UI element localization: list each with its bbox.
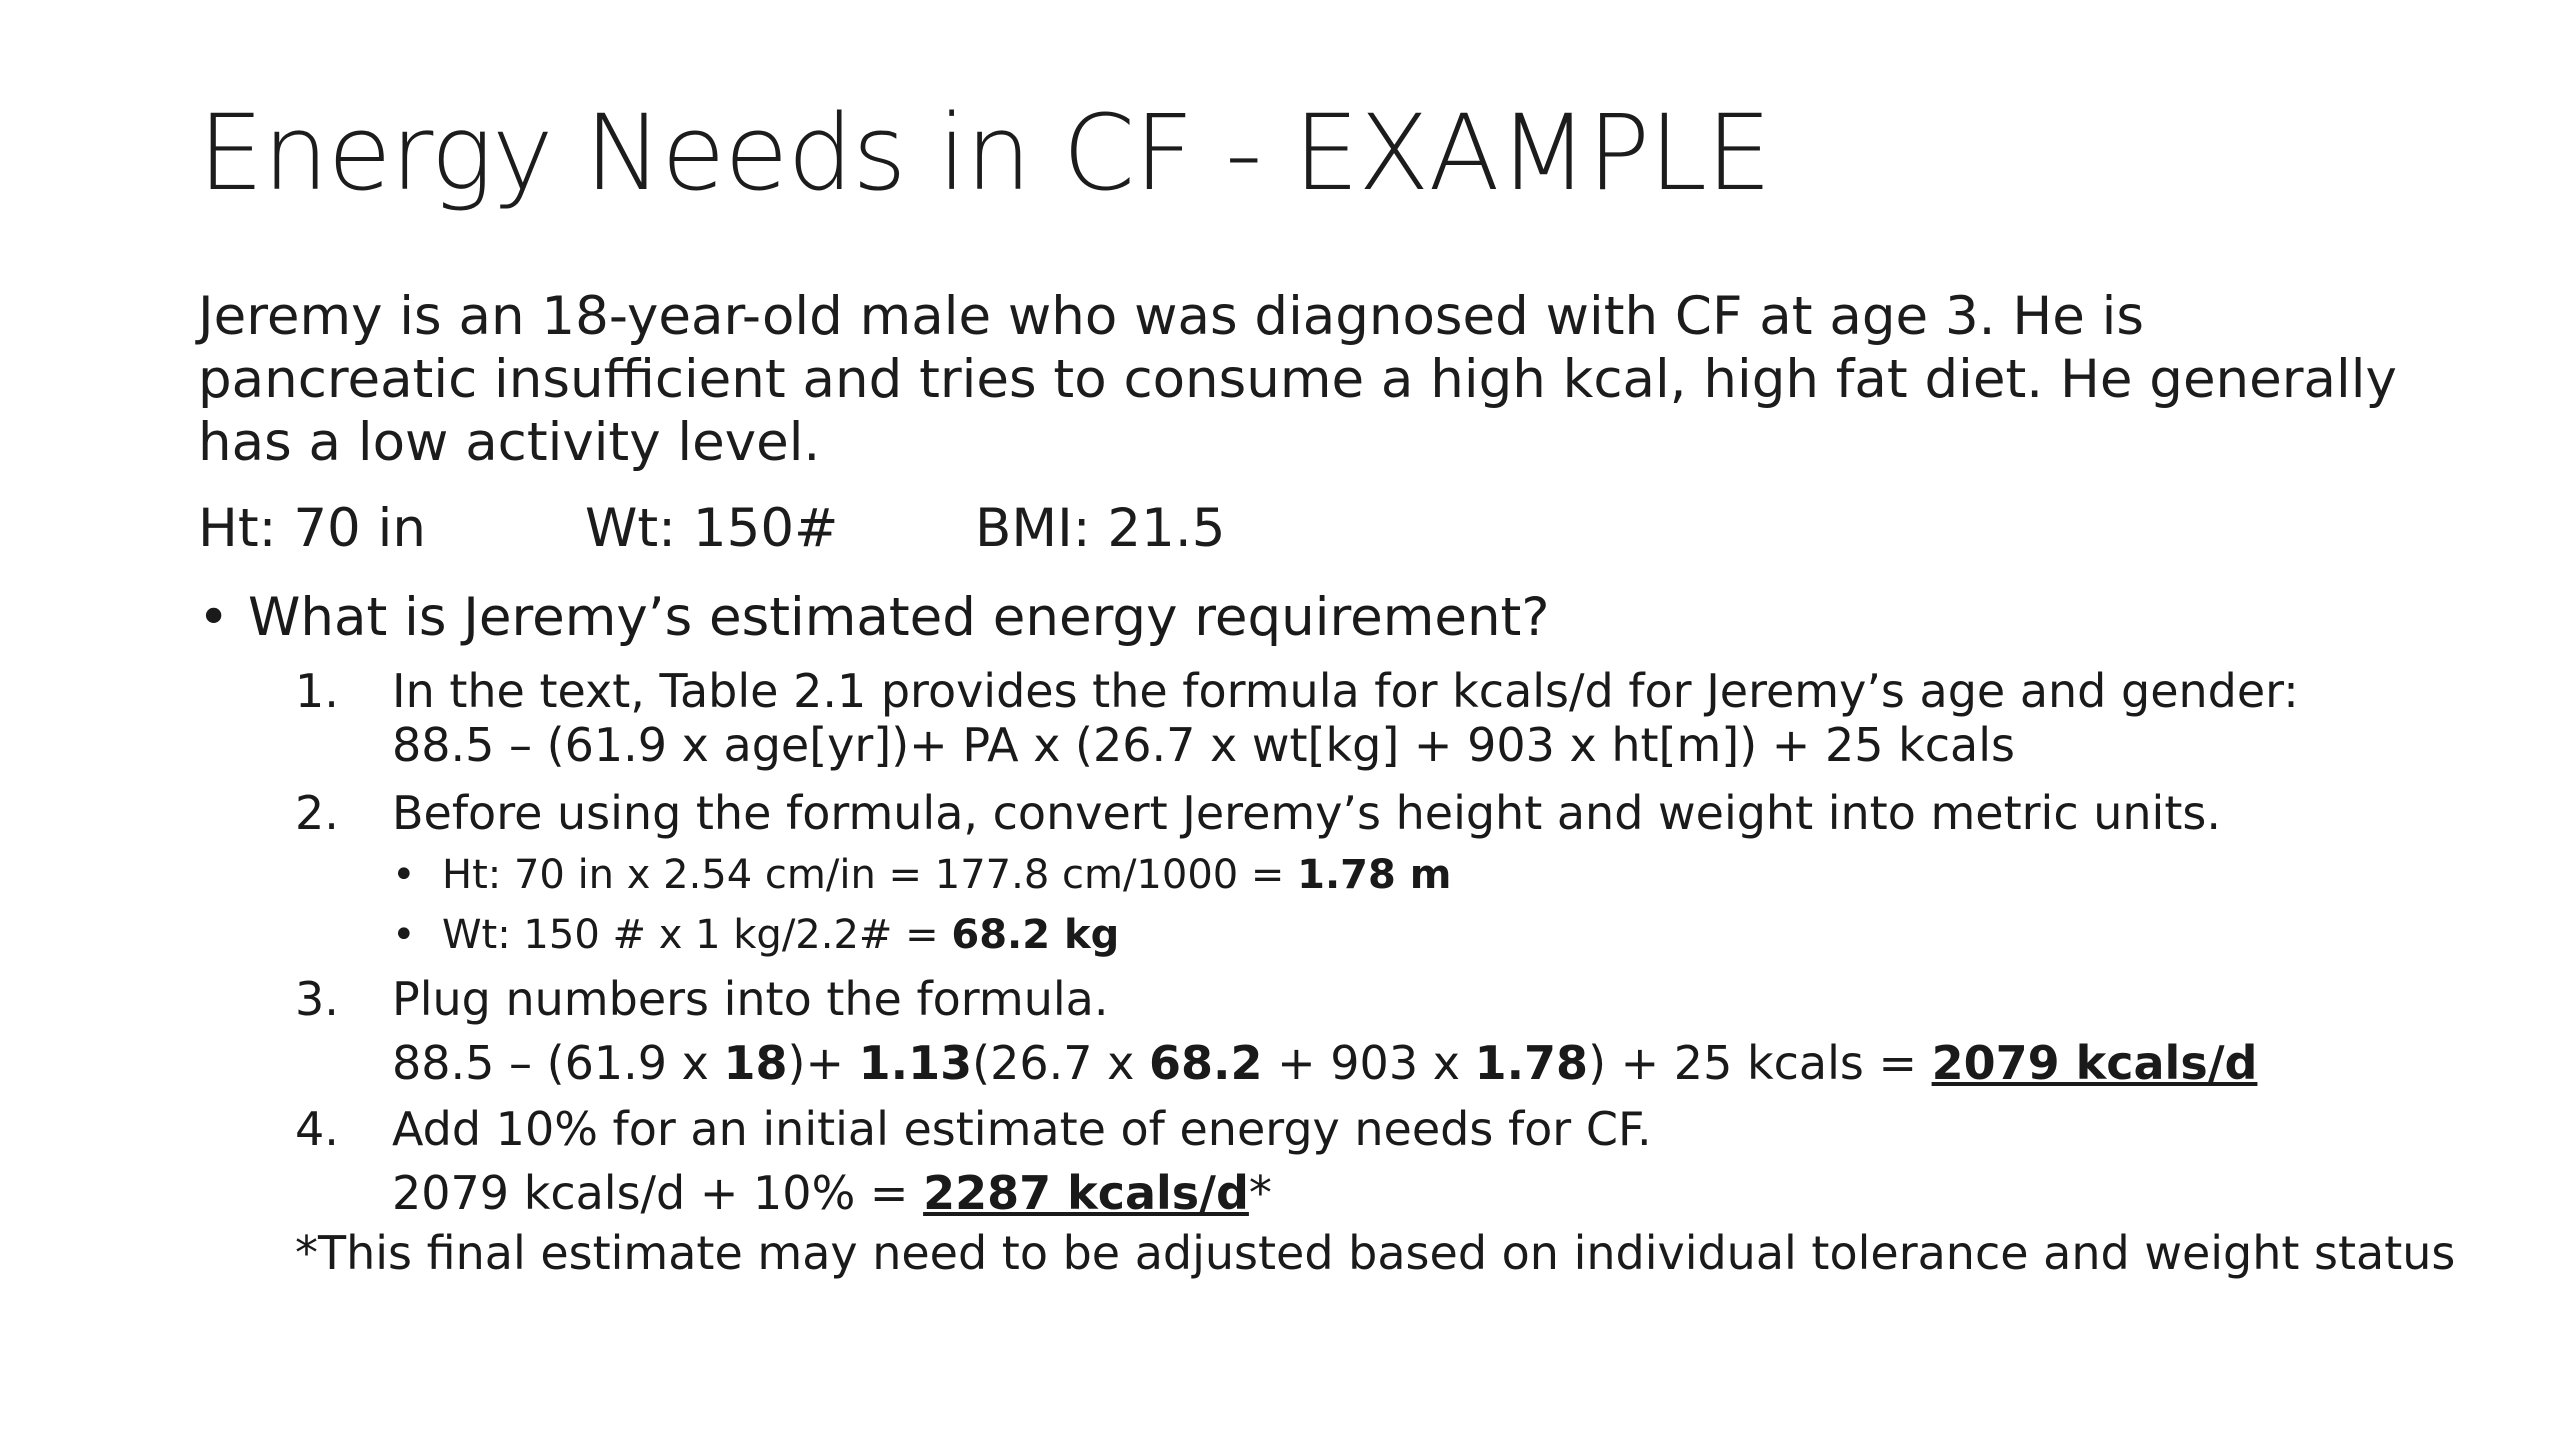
question-bullet: [198, 587, 1549, 648]
bullet-icon: •: [392, 912, 416, 958]
formula-text: ) + 25 kcals =: [1588, 1036, 1932, 1090]
step-number: 3.: [295, 972, 339, 1026]
question-text: What is Jeremy’s estimated energy requirement?: [248, 587, 1550, 648]
step-4-calc: [392, 1166, 1272, 1220]
height-value: 1.78: [1474, 1036, 1589, 1090]
height-conversion-text: Ht: 70 in x 2.54 cm/in = 177.8 cm/1000 =: [442, 852, 1298, 898]
pa-value: 1.13: [858, 1036, 973, 1090]
step-3-formula: [392, 1036, 2257, 1090]
weight-value: 68.2: [1149, 1036, 1263, 1090]
step-number: 2.: [295, 786, 339, 840]
formula-text: + 903 x: [1262, 1036, 1475, 1090]
slide-title: Energy Needs in CF - EXAMPLE: [198, 92, 1771, 214]
formula-text: 88.5 – (61.9 x: [392, 1036, 724, 1090]
step-4-line-1: Add 10% for an initial estimate of energy needs for CF.: [392, 1102, 1652, 1156]
weight-measurement: Wt: 150#: [585, 498, 839, 559]
weight-conversion-text: Wt: 150 # x 1 kg/2.2# =: [442, 912, 952, 958]
formula-text: (26.7 x: [972, 1036, 1149, 1090]
step-1-formula: 88.5 – (61.9 x age[yr])+ PA x (26.7 x wt[kg] + 903 x ht[m]) + 25 kcals: [392, 718, 2015, 772]
formula-text: )+: [787, 1036, 859, 1090]
step-number: 1.: [295, 664, 339, 718]
step-1-line-1: In the text, Table 2.1 provides the formula for kcals/d for Jeremy’s age and gender:: [392, 664, 2299, 718]
step-number: 4.: [295, 1102, 339, 1156]
height-measurement: Ht: 70 in: [198, 498, 426, 559]
weight-metric-value: 68.2 kg: [951, 912, 1120, 958]
step-2-line-1: Before using the formula, convert Jeremy’s height and weight into metric units.: [392, 786, 2221, 840]
intro-paragraph: Jeremy is an 18-year-old male who was diagnosed with CF at age 3. He is pancreatic insufficient and tries to consume a high kcal, high fat diet. He generally has a low activity level.: [198, 286, 2397, 473]
age-value: 18: [723, 1036, 788, 1090]
bullet-icon: •: [198, 587, 230, 648]
bullet-icon: •: [392, 852, 416, 898]
footnote: *This final estimate may need to be adjusted based on individual tolerance and weight status: [295, 1226, 2456, 1280]
calc-text: 2079 kcals/d + 10% =: [392, 1166, 924, 1220]
weight-conversion: [392, 912, 1119, 958]
height-metric-value: 1.78 m: [1297, 852, 1452, 898]
formula-result: 2079 kcals/d: [1931, 1036, 2258, 1090]
bmi-measurement: BMI: 21.5: [975, 498, 1226, 559]
height-conversion: [392, 852, 1451, 898]
final-estimate: 2287 kcals/d: [923, 1166, 1249, 1220]
step-3-line-1: Plug numbers into the formula.: [392, 972, 1109, 1026]
asterisk-mark: *: [1248, 1166, 1272, 1220]
